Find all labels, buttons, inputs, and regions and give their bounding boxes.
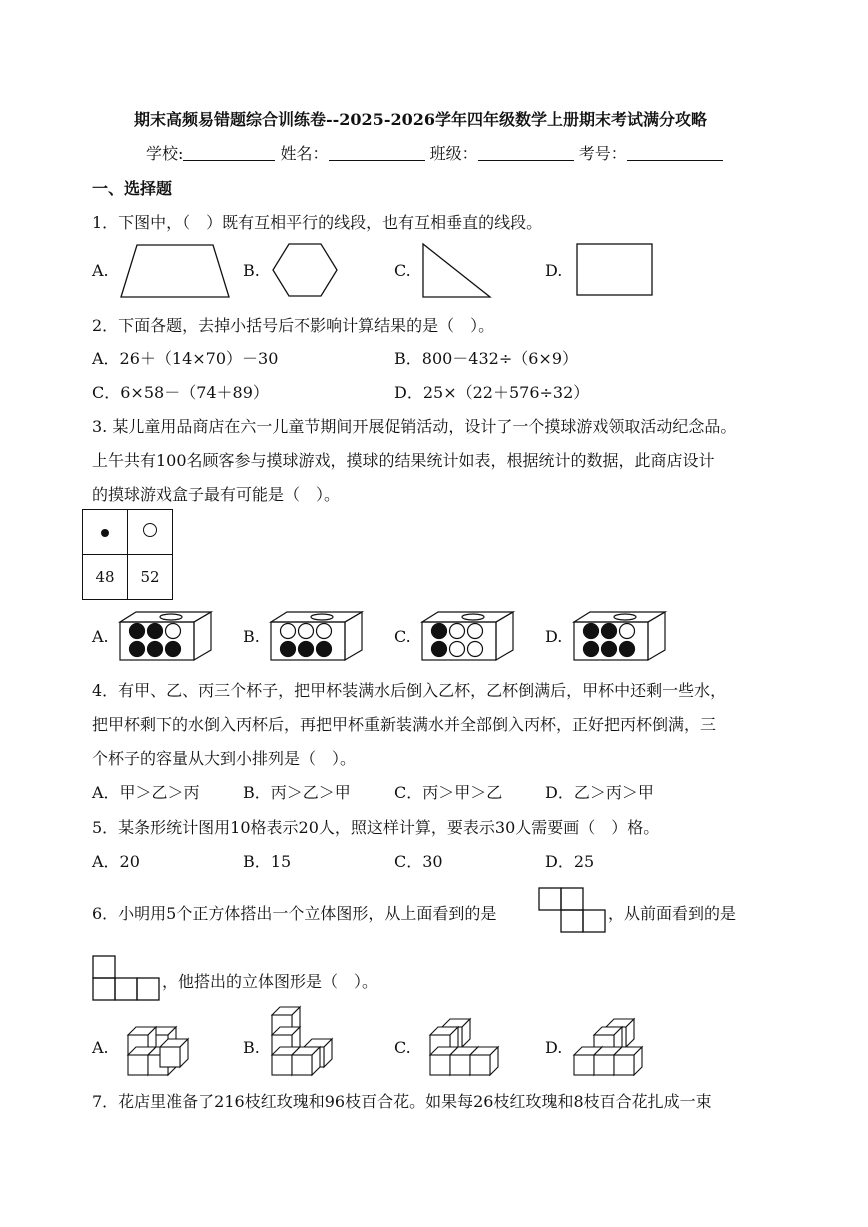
q1-option-b[interactable]: B. — [243, 261, 260, 280]
white-ball — [450, 642, 465, 657]
box-hole — [311, 614, 333, 620]
black-ball — [299, 642, 314, 657]
ball-box-a — [119, 611, 213, 661]
black-ball — [148, 642, 163, 657]
ball-box-c — [421, 611, 515, 661]
white-ball — [281, 624, 296, 639]
class-blank[interactable] — [478, 144, 574, 161]
q2-option-d[interactable]: D．25×（22＋576÷32） — [394, 383, 590, 402]
cube-figure-d — [572, 1015, 654, 1077]
q2-option-b[interactable]: B．800－432÷（6×9） — [394, 349, 579, 368]
black-ball — [148, 624, 163, 639]
q4-option-a[interactable]: A．甲＞乙＞丙 — [92, 783, 200, 802]
black-ball — [166, 642, 181, 657]
q3-line-2: 上午共有100名顾客参与摸球游戏，摸球的结果统计如表，根据统计的数据，此商店设计 — [92, 451, 715, 470]
q3-option-b[interactable]: B. — [243, 627, 260, 646]
black-count-cell: 48 — [83, 555, 128, 600]
class-label: 班级： — [429, 144, 478, 163]
q5-option-b[interactable]: B．15 — [243, 852, 292, 871]
cube-front — [574, 1055, 594, 1075]
front-view-grid — [92, 955, 162, 1001]
box-hole — [462, 614, 484, 620]
black-ball — [620, 642, 635, 657]
box-hole — [160, 614, 182, 620]
box-side — [496, 612, 513, 660]
q6-text-3: ，他搭出的立体图形是（ ）。 — [162, 972, 379, 991]
q2-option-c[interactable]: C．6×58－（74＋89） — [92, 383, 269, 402]
black-ball — [584, 624, 599, 639]
cube-front — [160, 1047, 180, 1067]
white-ball-header — [128, 510, 173, 555]
q2-option-a[interactable]: A．26＋（14×70）－30 — [92, 349, 279, 368]
q1-option-a[interactable]: A. — [92, 261, 109, 280]
q3-line-3: 的摸球游戏盒子最有可能是（ ）。 — [92, 485, 341, 504]
info-fields — [146, 141, 723, 164]
white-count-cell: 52 — [128, 555, 173, 600]
school-label: 学校: — [146, 144, 184, 163]
q4-line-2: 把甲杯剩下的水倒入丙杯后，再把甲杯重新装满水并全部倒入丙杯，正好把丙杯倒满，三 — [92, 715, 717, 734]
q6-text-1: 6．小明用5个正方体搭出一个立体图形，从上面看到的是 — [92, 904, 497, 923]
q3-line-1: 3. 某儿童用品商店在六一儿童节期间开展促销活动，设计了一个摸球游戏领取活动纪念品。 — [92, 417, 737, 436]
ball-box-d — [573, 611, 667, 661]
q6-option-d[interactable]: D. — [545, 1038, 563, 1057]
trapezoid-shape — [120, 244, 230, 299]
ball-box-b — [270, 611, 364, 661]
q7-stem: 7．花店里准备了216枝红玫瑰和96枝百合花。如果每26枝红玫瑰和8枝百合花扎成一束 — [92, 1092, 712, 1111]
hexagon-shape — [272, 243, 338, 298]
q4-option-d[interactable]: D．乙＞丙＞甲 — [545, 783, 654, 802]
q2-stem: 2．下面各题，去掉小括号后不影响计算结果的是（ ）。 — [92, 316, 495, 335]
black-ball — [584, 642, 599, 657]
cube-front — [450, 1055, 470, 1075]
q4-option-b[interactable]: B．丙＞乙＞甲 — [243, 783, 351, 802]
cube-figure-a — [126, 1015, 208, 1077]
white-circle-icon — [143, 523, 157, 537]
q4-line-3: 个杯子的容量从大到小排列是（ ）。 — [92, 749, 357, 768]
q6-option-c[interactable]: C. — [394, 1038, 411, 1057]
black-ball — [602, 624, 617, 639]
white-ball — [450, 624, 465, 639]
page-title: 期末高频易错题综合训练卷--2025-2026学年四年级数学上册期末考试满分攻略 — [134, 110, 707, 129]
q5-option-a[interactable]: A．20 — [92, 852, 140, 871]
exam-number-label: 考号： — [578, 144, 627, 163]
rectangle-shape — [576, 243, 654, 297]
q5-stem: 5．某条形统计图用10格表示20人，照这样计算，要表示30人需要画（ ）格。 — [92, 818, 660, 837]
school-blank[interactable] — [183, 144, 275, 161]
name-blank[interactable] — [329, 144, 425, 161]
black-ball — [432, 624, 447, 639]
name-label: 姓名： — [280, 144, 329, 163]
q5-option-d[interactable]: D．25 — [545, 852, 595, 871]
q1-stem: 1．下图中，（ ）既有互相平行的线段，也有互相垂直的线段。 — [92, 213, 543, 232]
box-hole — [614, 614, 636, 620]
box-side — [648, 612, 665, 660]
black-ball — [130, 642, 145, 657]
black-dot-icon — [101, 529, 109, 537]
right-triangle-shape — [422, 243, 492, 299]
black-ball — [130, 624, 145, 639]
q4-option-c[interactable]: C．丙＞甲＞乙 — [394, 783, 503, 802]
white-ball — [468, 624, 483, 639]
q6-text-2: ，从前面看到的是 — [608, 904, 737, 923]
black-ball-header — [83, 510, 128, 555]
black-ball — [281, 642, 296, 657]
cube-front — [430, 1055, 450, 1075]
white-ball — [468, 642, 483, 657]
cube-front — [594, 1055, 614, 1075]
cube-front — [272, 1055, 292, 1075]
cube-front — [470, 1055, 490, 1075]
black-ball — [432, 642, 447, 657]
cube-figure-c — [428, 1015, 510, 1077]
box-side — [194, 612, 211, 660]
cube-front — [614, 1055, 634, 1075]
cube-figure-b — [270, 1015, 352, 1077]
ball-result-table — [82, 509, 173, 600]
exam-number-blank[interactable] — [627, 144, 723, 161]
q1-option-c[interactable]: C. — [394, 261, 411, 280]
box-side — [345, 612, 362, 660]
white-ball — [166, 624, 181, 639]
top-view-grid — [538, 887, 608, 933]
black-ball — [602, 642, 617, 657]
black-ball — [317, 642, 332, 657]
white-ball — [620, 624, 635, 639]
cube-front — [128, 1055, 148, 1075]
q4-line-1: 4．有甲、乙、丙三个杯子，把甲杯装满水后倒入乙杯，乙杯倒满后，甲杯中还剩一些水， — [92, 681, 727, 700]
white-ball — [317, 624, 332, 639]
q3-option-c[interactable]: C. — [394, 627, 411, 646]
q6-option-a[interactable]: A. — [92, 1038, 109, 1057]
q5-option-c[interactable]: C．30 — [394, 852, 443, 871]
q1-option-d[interactable]: D. — [545, 261, 563, 280]
cube-front — [292, 1055, 312, 1075]
q3-option-d[interactable]: D. — [545, 627, 563, 646]
section-title: 一、选择题 — [92, 179, 173, 198]
white-ball — [299, 624, 314, 639]
q3-option-a[interactable]: A. — [92, 627, 109, 646]
q6-option-b[interactable]: B. — [243, 1038, 260, 1057]
